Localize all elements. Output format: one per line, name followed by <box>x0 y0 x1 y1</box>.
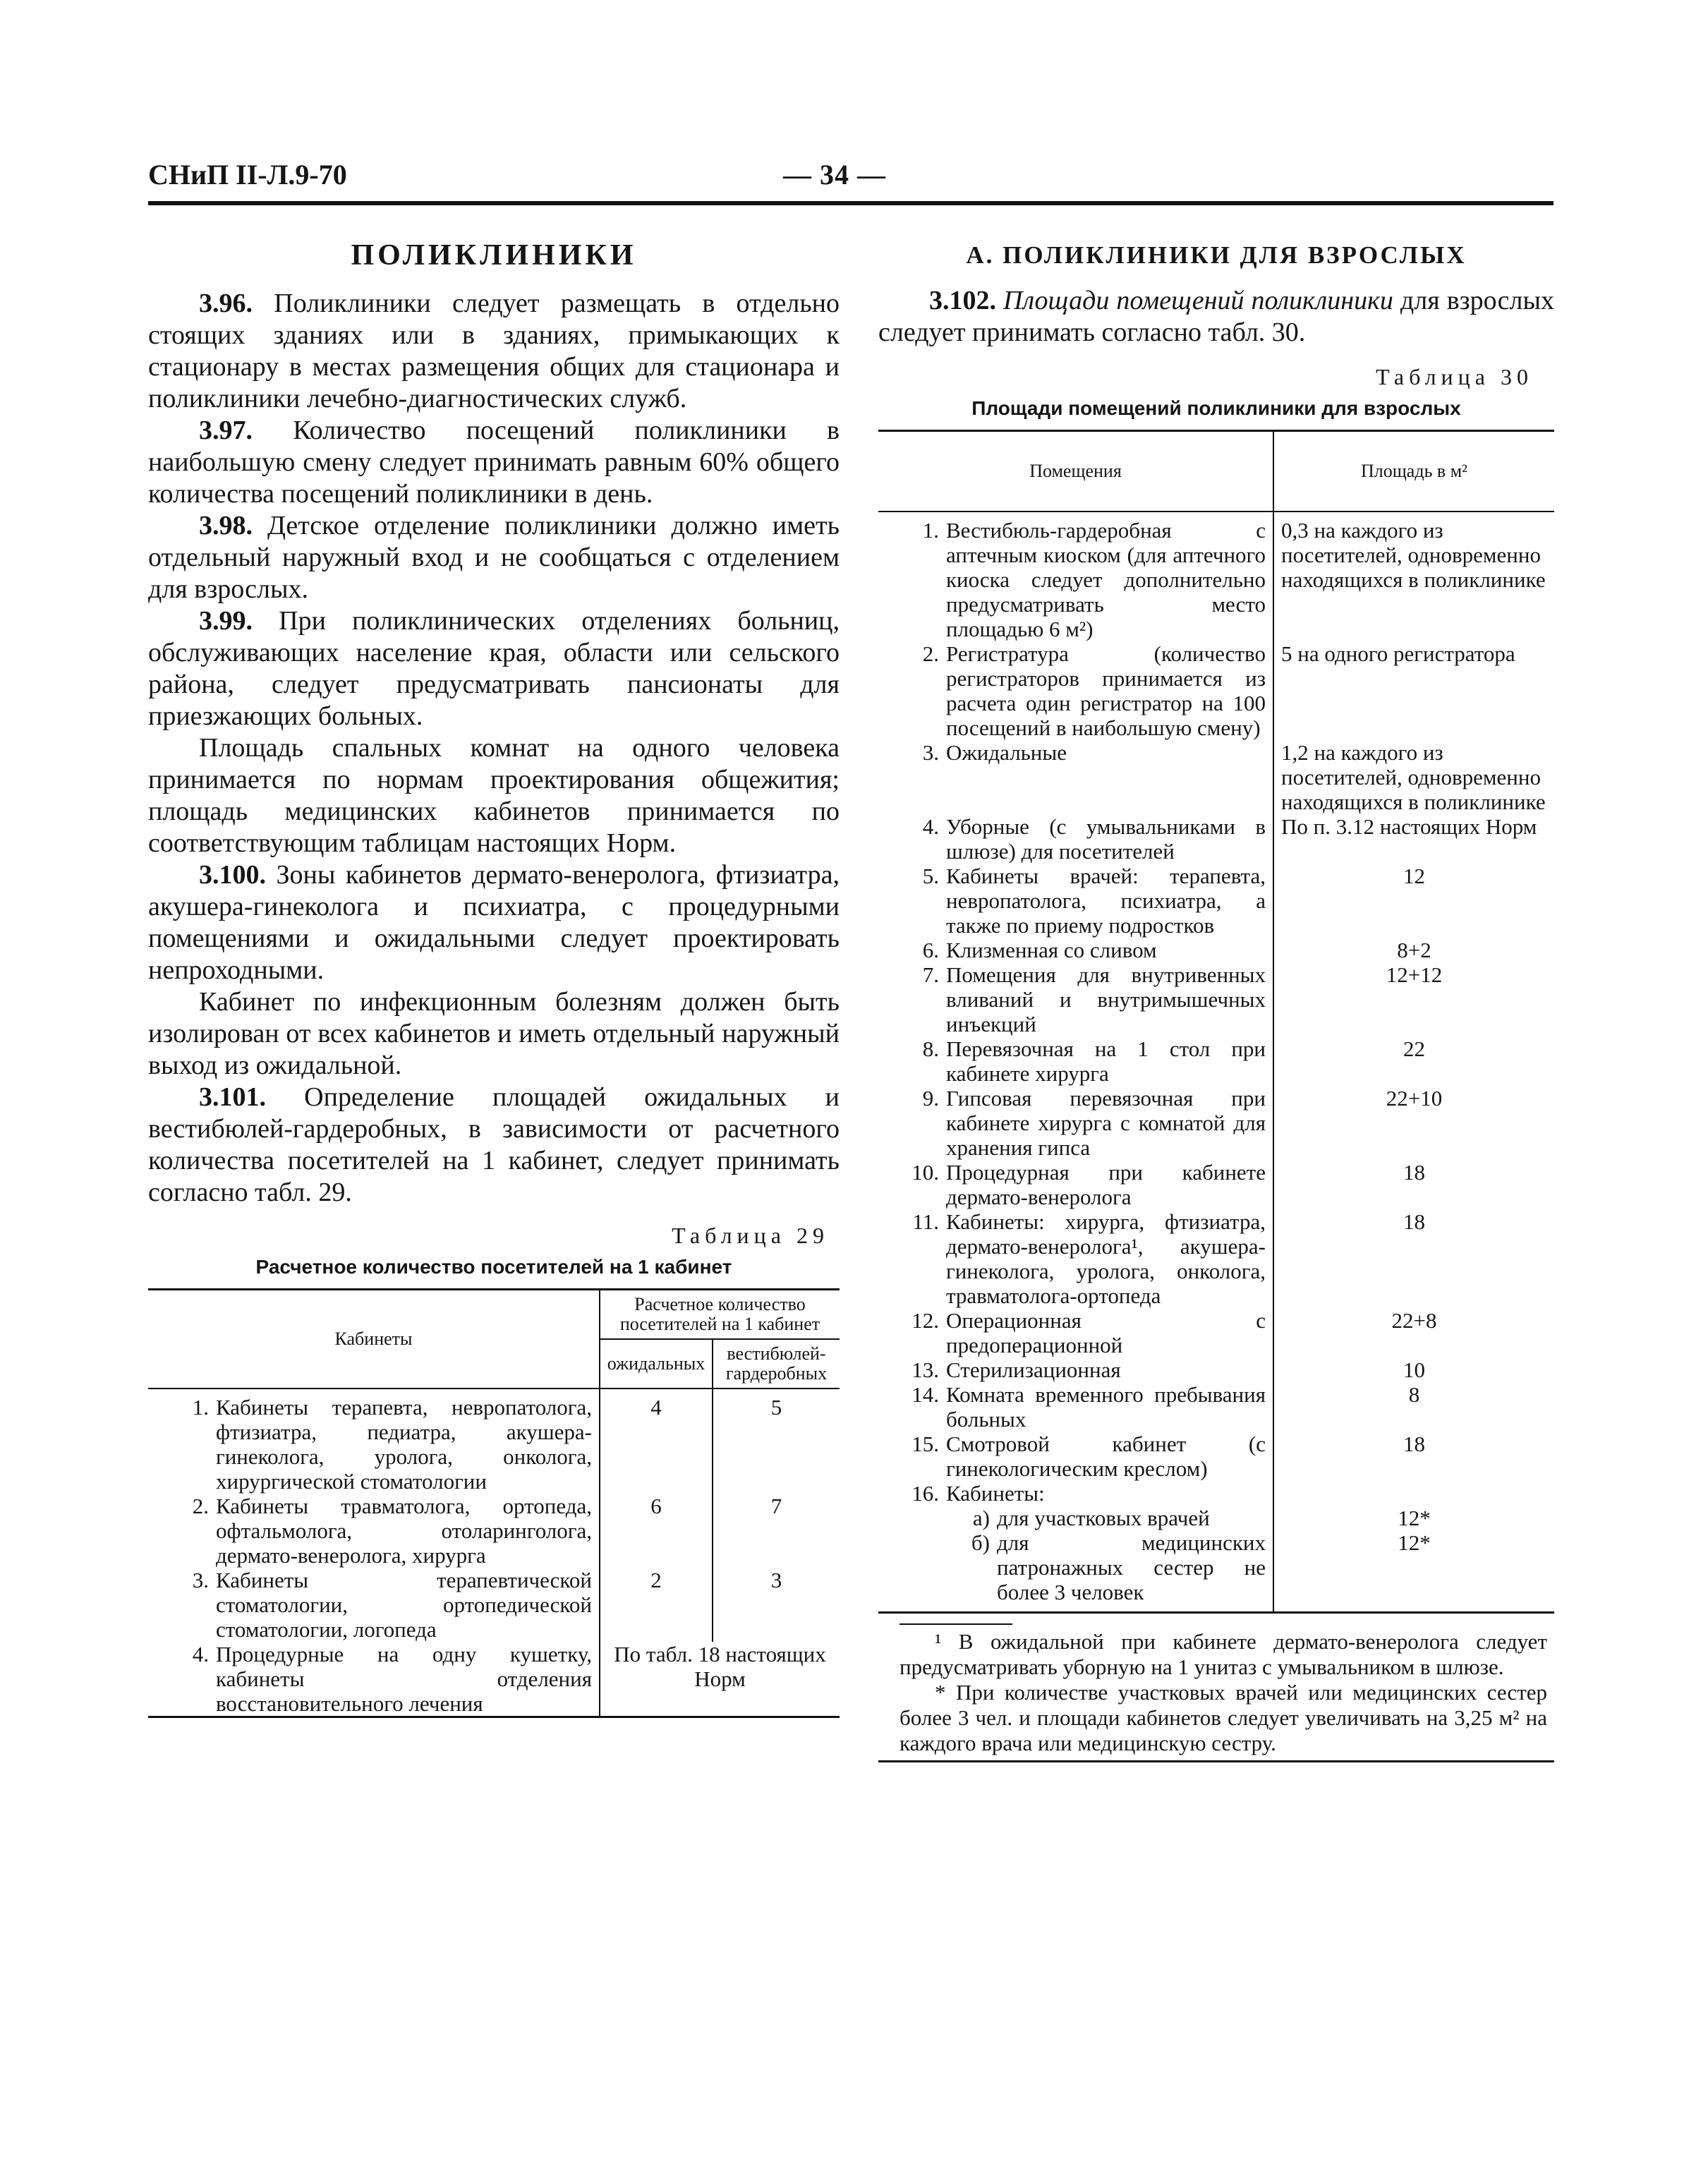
table-row: 8. Перевязочная на 1 стол при кабинете хирурга 22 <box>878 1036 1554 1086</box>
right-column <box>878 224 1554 1762</box>
table-subrow: б) для медицинских патронажных сестер не более 3 человек 12* <box>878 1530 1554 1613</box>
table-row: 3. Кабинеты терапевтической стоматологии, ортопедической стоматологии, логопеда 2 3 <box>148 1568 840 1642</box>
table-row: 10. Процедурная при кабинете дермато-венеролога 18 <box>878 1160 1554 1209</box>
table-row: 2. Регистратура (количество регистраторов принимается из расчета один регистратор на 100 посещений в наибольшую смену) 5 на одного регистратора <box>878 641 1554 740</box>
paragraph-3-98: 3.98. Детское отделение поликлиники должно иметь отдельный наружный вход и не сообщаться с отделением для взрослых. <box>148 511 840 604</box>
table-29-header-waiting: ожидальных <box>600 1339 713 1388</box>
table-row: 9. Гипсовая перевязочная при кабинете хирурга с комнатой для хранения гипса 22+10 <box>878 1086 1554 1160</box>
paragraph-infection-cabinet: Кабинет по инфекционным болезням должен быть изолирован от всех кабинетов и иметь отдельный наружный выход из ожидальной. <box>148 987 840 1080</box>
table-29-number: Таблица 29 <box>672 1223 829 1248</box>
paragraph-3-101: 3.101. Определение площадей ожидальных и вестибюлей-гардеробных, в зависимости от расчетного количества посетителей на 1 кабинет, следует принимать согласно табл. 29. <box>148 1082 840 1207</box>
paragraph-3-100: 3.100. Зоны кабинетов дермато-венеролога, фтизиатра, акушера-гинеколога и психиатра, с процедурными помещениями и ожидальными следует проектировать непроходными. <box>148 860 840 985</box>
table-row: 12. Операционная с предоперационной 22+8 <box>878 1308 1554 1357</box>
table-row: 16. Кабинеты: <box>878 1481 1554 1506</box>
table-30-number: Таблица 30 <box>1376 364 1533 389</box>
table-row: 2. Кабинеты травматолога, ортопеда, офтальмолога, отоларинголога, дермато-венеролога, хирурга 6 7 <box>148 1494 840 1568</box>
table-row: 15. Смотровой кабинет (с гинекологическим креслом) 18 <box>878 1432 1554 1481</box>
table-row: 11. Кабинеты: хирурга, фтизиатра, дермато-венеролога¹, акушера-гинеколога, уролога, онколога, травматолога-ортопеда 18 <box>878 1209 1554 1308</box>
table-29 <box>148 1288 840 1718</box>
footnote-rule <box>900 1623 1012 1625</box>
page-number: — 34 — <box>783 159 886 190</box>
document-code: СНиП II-Л.9-70 <box>148 159 347 190</box>
table-30-caption: Площади помещений поликлиники для взрослых <box>971 397 1461 419</box>
footnote-asterisk: * При количестве участковых врачей или медицинских сестер более 3 чел. и площади кабинетов следует увеличивать на 3,25 м² на каждого врача или медицинскую сестру. <box>900 1680 1547 1755</box>
table-row: 7. Помещения для внутривенных вливаний и внутримышечных инъекций 12+12 <box>878 962 1554 1036</box>
table-row: 1. Вестибюль-гардеробная с аптечным киоском (для аптечного киоска следует дополнительно предусматривать место площадью 6 м²) 0,3 на каждого из посетителей, одновременно находящихся в поликлинике <box>878 512 1554 641</box>
table-row: 5. Кабинеты врачей: терапевта, невропатолога, психиатра, а также по приему подростков 12 <box>878 864 1554 938</box>
header-rule <box>148 201 1553 205</box>
table-29-header-group: Расчетное количество посетителей на 1 кабинет <box>600 1290 840 1340</box>
table-30-header-rooms: Помещения <box>878 431 1273 512</box>
table-row: 6. Клизменная со сливом 8+2 <box>878 938 1554 962</box>
table-row: 14. Комната временного пребывания больных 8 <box>878 1382 1554 1432</box>
left-column <box>148 224 840 1718</box>
table-row: 4. Уборные (с умывальниками в шлюзе) для посетителей По п. 3.12 настоящих Норм <box>878 814 1554 864</box>
table-row: 4. Процедурные на одну кушетку, кабинеты отделения восстановительного лечения По табл. 18 настоящих Норм <box>148 1642 840 1717</box>
paragraph-3-96: 3.96. Поликлиники следует размещать в отдельно стоящих зданиях или в зданиях, примыкающих к стационару в местах размещения общих для стационара и поликлиники лечебно-диагностических служб. <box>148 289 840 413</box>
paragraph-3-97: 3.97. Количество посещений поликлиники в наибольшую смену следует принимать равным 60% общего количества посещений поликлиники в день. <box>148 416 840 509</box>
paragraph-dormitory-area: Площадь спальных комнат на одного человека принимается по нормам проектирования общежития; площадь медицинских кабинетов принимается по соответствующим таблицам настоящих Норм. <box>148 733 840 858</box>
table-30-header-area: Площадь в м² <box>1273 431 1554 512</box>
footnote-1: ¹ В ожидальной при кабинете дермато-венеролога следует предусматривать уборную на 1 унитаз с умывальником в шлюзе. <box>900 1629 1547 1679</box>
table-29-caption: Расчетное количество посетителей на 1 кабинет <box>255 1256 732 1278</box>
section-heading-polyclinics: ПОЛИКЛИНИКИ <box>351 239 637 272</box>
section-heading-adults: А. ПОЛИКЛИНИКИ ДЛЯ ВЗРОСЛЫХ <box>966 241 1467 269</box>
table-29-header-vestibule: вестибюлей-гардеробных <box>713 1339 840 1388</box>
left-paragraphs <box>148 288 840 1209</box>
table-29-header-cabinets: Кабинеты <box>148 1290 600 1389</box>
paragraph-3-102: 3.102. Площади помещений поликлиники для взрослых следует принимать согласно табл. 30. <box>878 286 1554 347</box>
table-row: 1. Кабинеты терапевта, невропатолога, фтизиатра, педиатра, акушера-гинеколога, уролога, онколога, хирургической стоматологии 4 5 <box>148 1388 840 1494</box>
table-row: 13. Стерилизационная 10 <box>878 1357 1554 1382</box>
table-subrow: а) для участковых врачей 12* <box>878 1506 1554 1530</box>
table-30 <box>878 430 1554 1614</box>
paragraph-3-99: 3.99. При поликлинических отделениях больниц, обслуживающих население края, области или сельского района, следует предусматривать пансионаты для приезжающих больных. <box>148 606 840 731</box>
bottom-rule <box>878 1760 1554 1762</box>
table-row: 3. Ожидальные 1,2 на каждого из посетителей, одновременно находящихся в поликлинике <box>878 740 1554 814</box>
